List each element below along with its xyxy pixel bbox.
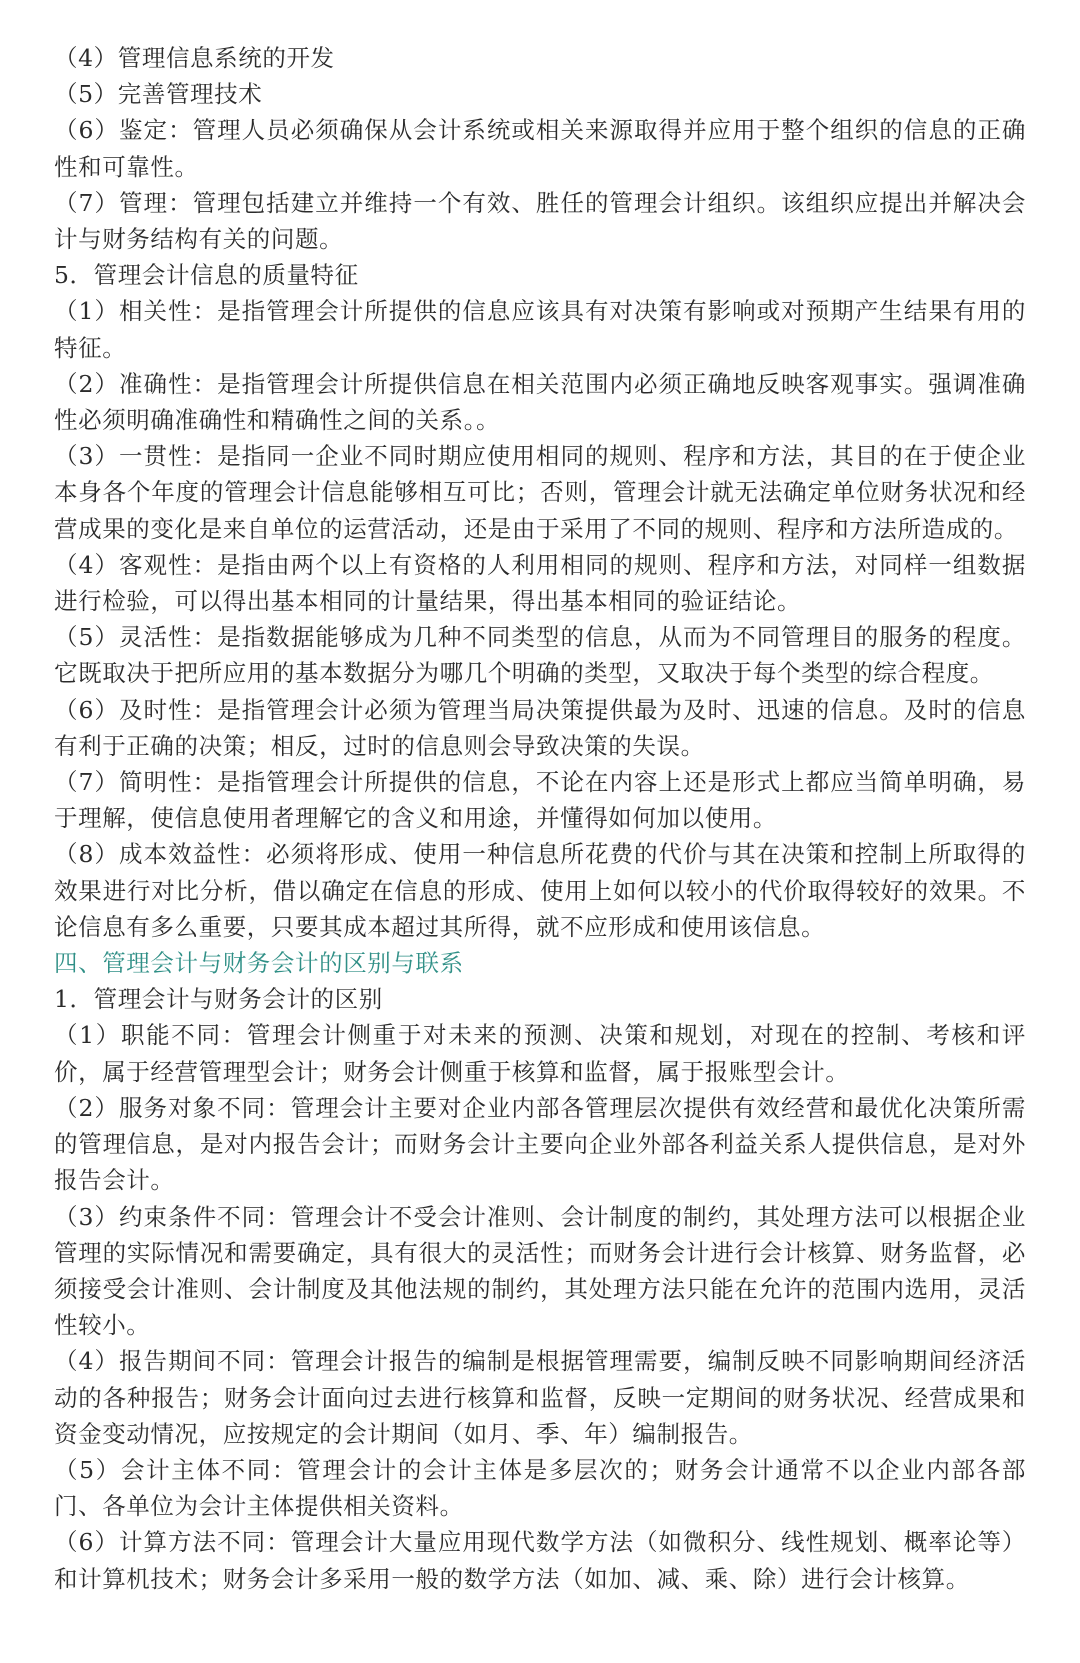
paragraph-timeliness: （6）及时性：是指管理会计必须为管理当局决策提供最为及时、迅速的信息。及时的信息有利于正确的决策；相反，过时的信息则会导致决策的失误。 (54, 695, 1026, 760)
paragraph-item-5-improve-techniques: （5）完善管理技术 (54, 80, 263, 109)
paragraph-item-6-appraisal: （6）鉴定：管理人员必须确保从会计系统或相关来源取得并应用于整个组织的信息的正确性和可靠性。 (54, 116, 1026, 181)
paragraph-consistency: （3）一贯性：是指同一企业不同时期应使用相同的规则、程序和方法，其目的在于使企业本身各个年度的管理会计信息能够相互可比；否则，管理会计就无法确定单位财务状况和经营成果的变化是来自单位的运营活动，还是由于采用了不同的规则、程序和方法所造成的。 (54, 442, 1026, 543)
paragraph-service-object-difference: （2）服务对象不同：管理会计主要对企业内部各管理层次提供有效经营和最优化决策所需的管理信息，是对内报告会计；而财务会计主要向企业外部各利益关系人提供信息，是对外报告会计。 (54, 1093, 1026, 1195)
paragraph-flexibility: （5）灵活性：是指数据能够成为几种不同类型的信息，从而为不同管理目的服务的程度。它既取决于把所应用的基本数据分为哪几个明确的类型，又取决于每个类型的综合程度。 (54, 623, 1026, 688)
paragraph-cost-effectiveness: （8）成本效益性：必须将形成、使用一种信息所花费的代价与其在决策和控制上所取得的效果进行对比分析，借以确定在信息的形成、使用上如何以较小的代价取得较好的效果。不论信息有多么重要，只要其成本超过其所得，就不应形成和使用该信息。 (54, 840, 1026, 941)
paragraph-objectivity: （4）客观性：是指由两个以上有资格的人利用相同的规则、程序和方法，对同样一组数据进行检验，可以得出基本相同的计量结果，得出基本相同的验证结论。 (54, 550, 1026, 616)
chapter-heading-differences-and-links: 四、管理会计与财务会计的区别与联系 (54, 949, 464, 978)
paragraph-constraint-difference: （3）约束条件不同：管理会计不受会计准则、会计制度的制约，其处理方法可以根据企业管理的实际情况和需要确定，具有很大的灵活性；而财务会计进行会计核算、财务监督，必须接受会计准则、会计制度及其他法规的制约，其处理方法只能在允许的范围内选用，灵活性较小。 (54, 1202, 1026, 1340)
section-heading-differences: 1．管理会计与财务会计的区别 (54, 985, 383, 1014)
paragraph-reporting-period-difference: （4）报告期间不同：管理会计报告的编制是根据管理需要，编制反映不同影响期间经济活动的各种报告；财务会计面向过去进行核算和监督，反映一定期间的财务状况、经营成果和资金变动情况，应按规定的会计期间（如月、季、年）编制报告。 (54, 1347, 1026, 1448)
section-heading-quality-characteristics: 5．管理会计信息的质量特征 (54, 261, 359, 290)
document-body (54, 40, 1026, 1597)
paragraph-relevance: （1）相关性：是指管理会计所提供的信息应该具有对决策有影响或对预期产生结果有用的特征。 (54, 297, 1026, 362)
paragraph-conciseness: （7）简明性：是指管理会计所提供的信息，不论在内容上还是形式上都应当简单明确，易于理解，使信息使用者理解它的含义和用途，并懂得如何加以使用。 (54, 768, 1026, 833)
paragraph-accounting-entity-difference: （5）会计主体不同：管理会计的会计主体是多层次的；财务会计通常不以企业内部各部门、各单位为会计主体提供相关资料。 (54, 1455, 1026, 1521)
paragraph-function-difference: （1）职能不同：管理会计侧重于对未来的预测、决策和规划，对现在的控制、考核和评价，属于经营管理型会计；财务会计侧重于核算和监督，属于报账型会计。 (54, 1021, 1026, 1086)
paragraph-item-7-management: （7）管理：管理包括建立并维持一个有效、胜任的管理会计组织。该组织应提出并解决会计与财务结构有关的问题。 (54, 188, 1026, 254)
paragraph-accuracy: （2）准确性：是指管理会计所提供信息在相关范围内必须正确地反映客观事实。强调准确性必须明确准确性和精确性之间的关系。。 (54, 369, 1026, 435)
paragraph-item-4-mis-development: （4）管理信息系统的开发 (54, 44, 335, 72)
paragraph-calculation-method-difference: （6）计算方法不同：管理会计大量应用现代数学方法（如微积分、线性规划、概率论等）和计算机技术；财务会计多采用一般的数学方法（如加、减、乘、除）进行会计核算。 (54, 1528, 1026, 1593)
